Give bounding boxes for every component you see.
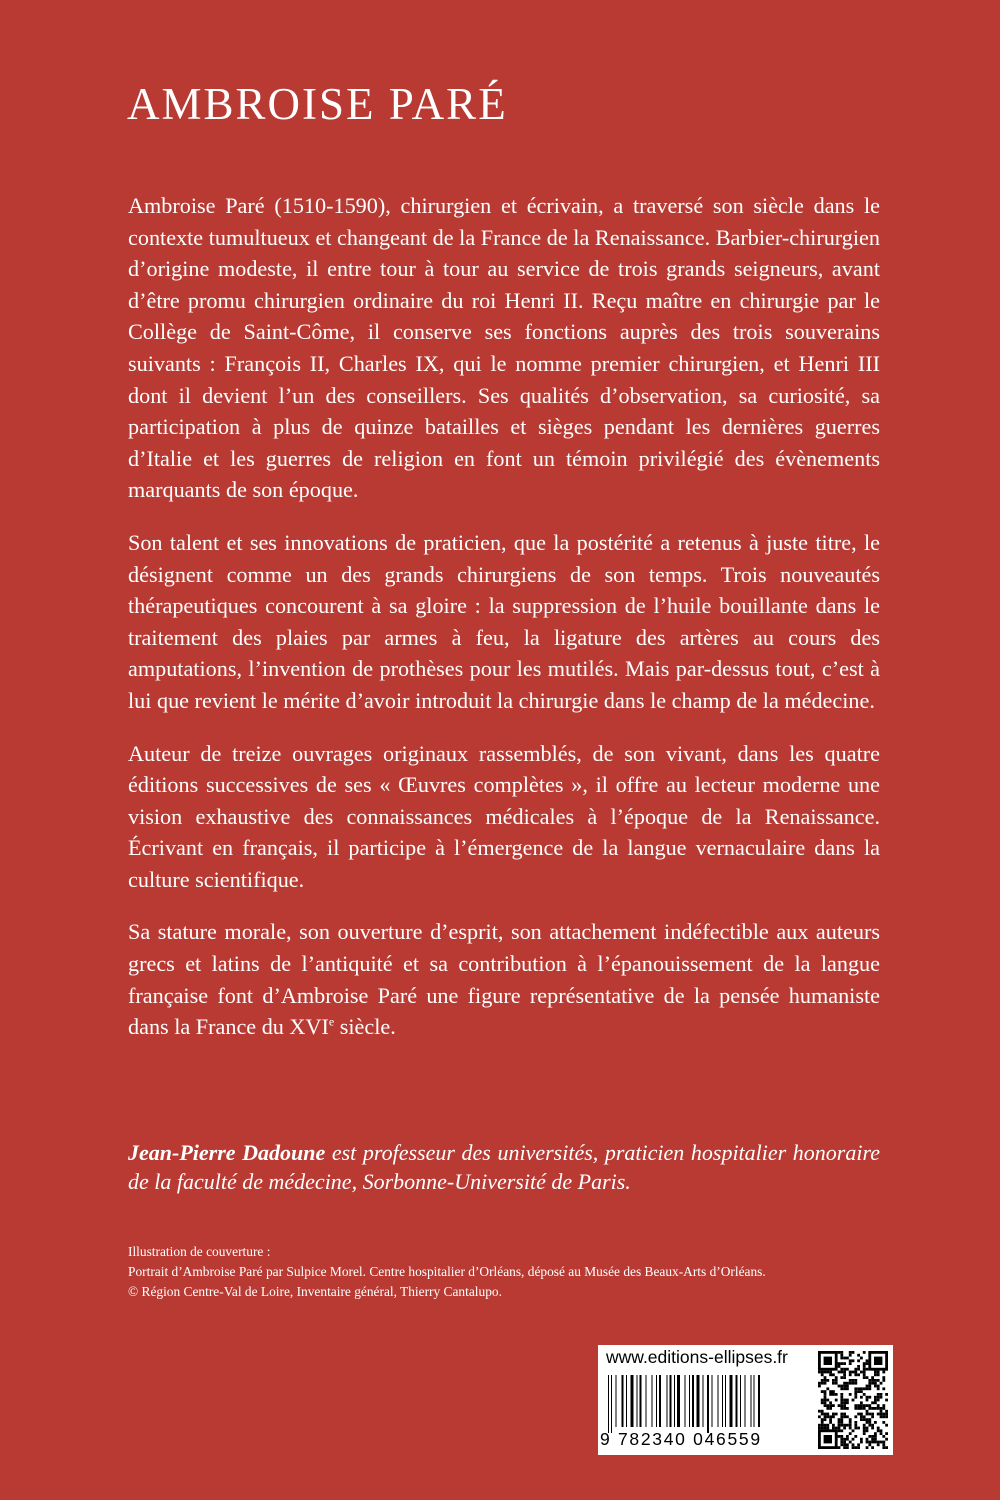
publisher-website: www.editions-ellipses.fr [606, 1347, 788, 1367]
back-cover-blurb [128, 190, 880, 1064]
blurb-paragraph-4 [128, 916, 880, 1042]
credits-line-portrait: Portrait d’Ambroise Paré par Sulpice Morel. Centre hospitalier d’Orléans, déposé au Musée des Beaux-Arts d’Orléans. [128, 1264, 766, 1279]
blurb-paragraph-4-text: Sa stature morale, son ouverture d’esprit, son attachement indéfectible aux auteurs grecs et latins de l’antiquité et sa contribution à l’épanouissement de la langue française font d’Ambroise Paré une figure représentative de la pensée humaniste dans la France du XVI [128, 919, 880, 1040]
blurb-paragraph-1: Ambroise Paré (1510-1590), chirurgien et écrivain, a traversé son siècle dans le contexte tumultueux et changeant de la France de la Renaissance. Barbier-chirurgien d’origine modeste, il entre tour à tour au service de trois grands seigneurs, avant d’être promu chirurgien ordinaire du roi Henri II. Reçu maître en chirurgie par le Collège de Saint-Côme, il conserve ses fonctions auprès des trois souverains suivants : François II, Charles IX, qui le nomme premier chirurgien, et Henri III dont il devient l’un des conseillers. Ses qualités d’observation, sa curiosité, sa participation à plus de quinze batailles et sièges pendant les dernières guerres d’Italie et les guerres de religion en font un témoin privilégié des évènements marquants de son époque. [128, 193, 880, 503]
illustration-credits [128, 1242, 928, 1302]
century-superscript: e [328, 1014, 335, 1029]
author-name: Jean-Pierre Dadoune [128, 1140, 326, 1165]
credits-heading: Illustration de couverture : [128, 1244, 271, 1259]
ean-barcode [608, 1375, 808, 1433]
blurb-paragraph-3: Auteur de treize ouvrages originaux rassemblés, de son vivant, dans les quatre éditions successives de ses « Œuvres complètes », il offre au lecteur moderne une vision exhaustive des connaissances médicales à l’époque de la Renaissance. Écrivant en français, il participe à l’émergence de la langue vernaculaire dans la culture scientifique. [128, 740, 880, 892]
isbn-barcode-panel [598, 1345, 893, 1455]
blurb-paragraph-2: Son talent et ses innovations de praticien, que la postérité a retenus à juste titre, le désignent comme un des grands chirurgiens de son temps. Trois nouveautés thérapeutiques concourent à sa gloire : la suppression de l’huile bouillante dans le traitement des plaies par armes à feu, la ligature des artères au cours des amputations, l’invention de prothèses pour les mutilés. Mais par-dessus tout, c’est à lui que revient le mérite d’avoir introduit la chirurgie dans le champ de la médecine. [128, 529, 880, 713]
isbn-number: 9 782340 046559 [600, 1429, 762, 1449]
blurb-paragraph-4-tail: siècle. [334, 1014, 396, 1040]
credits-line-copyright: © Région Centre-Val de Loire, Inventaire général, Thierry Cantalupo. [128, 1284, 502, 1299]
qr-code [818, 1351, 888, 1449]
author-bio [128, 1138, 880, 1196]
author-description: est professeur des universités, praticien hospitalier honoraire de la faculté de médecine, Sorbonne-Université de Paris. [128, 1140, 880, 1194]
book-title: AMBROISE PARÉ [127, 79, 508, 129]
